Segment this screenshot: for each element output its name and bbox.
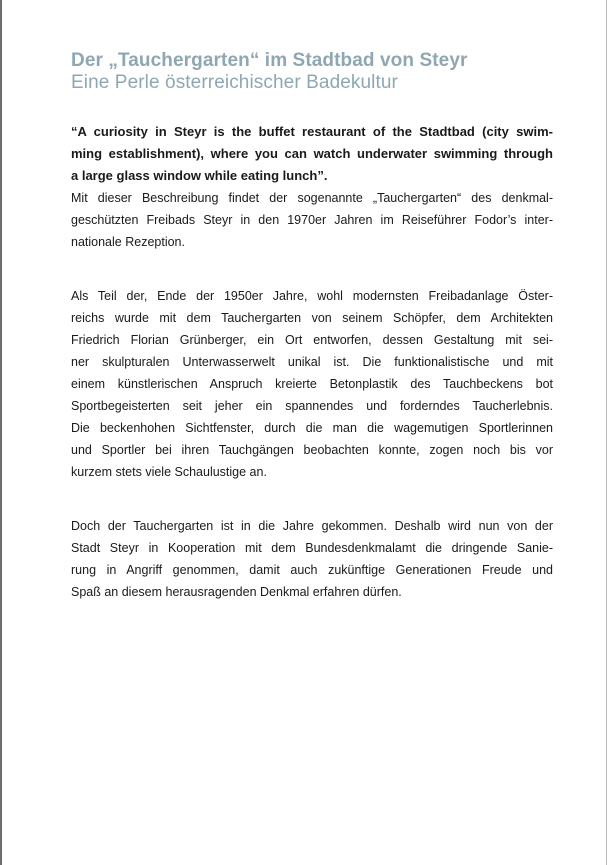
paragraph-line: kurzem stets viele Schaulustige an. — [71, 465, 267, 479]
document-heading — [71, 50, 571, 94]
paragraph-line: ner skulpturalen Unterwasserwelt unikal ist. Die funktionalistische und mit — [71, 355, 553, 369]
paragraph-renovation — [71, 515, 553, 603]
paragraph-line: Stadt Steyr in Kooperation mit dem Bundesdenkmalamt die dringende Sanie- — [71, 541, 553, 555]
paragraph-intro — [71, 187, 553, 253]
paragraph-line: Mit dieser Beschreibung findet der sogenannte „Tauchergarten“ des denkmal- — [71, 191, 553, 205]
paragraph-line: nationale Rezeption. — [71, 235, 185, 249]
paragraph-line: Sportbegeisterten seit jeher ein spannendes und forderndes Taucherlebnis. — [71, 399, 553, 413]
paragraph-line: einem künstlerischen Anspruch kreierte Betonplastik des Tauchbeckens bot — [71, 377, 553, 391]
paragraph-line: Doch der Tauchergarten ist in die Jahre gekommen. Deshalb wird nun von der — [71, 519, 553, 533]
paragraph-line: reichs wurde mit dem Tauchergarten von seinem Schöpfer, dem Architekten — [71, 311, 553, 325]
paragraph-line: geschützten Freibads Steyr in den 1970er Jahren im Reiseführer Fodor’s inter- — [71, 213, 553, 227]
paragraph-line: Die beckenhohen Sichtfenster, durch die man die wagemutigen Sportlerinnen — [71, 421, 553, 435]
page-left-edge — [0, 0, 2, 865]
paragraph-history — [71, 285, 553, 483]
page-title: Der „Tauchergarten“ im Stadtbad von Steyr — [71, 50, 468, 71]
paragraph-line: rung in Angriff genommen, damit auch zukünftige Generationen Freude und — [71, 563, 553, 577]
paragraph-line: Als Teil der, Ende der 1950er Jahre, wohl modernsten Freibadanlage Öster- — [71, 289, 553, 303]
quote-line: “A curiosity in Steyr is the buffet restaurant of the Stadtbad (city swim- — [71, 124, 553, 139]
page-subtitle: Eine Perle österreichischer Badekultur — [71, 72, 398, 93]
quote-line: ming establishment), where you can watch underwater swimming through — [71, 146, 553, 161]
paragraph-line: Spaß an diesem herausragenden Denkmal erfahren dürfen. — [71, 585, 402, 599]
quote-block — [71, 121, 553, 187]
page-right-edge — [606, 0, 607, 865]
quote-line: a large glass window while eating lunch”. — [71, 168, 328, 183]
paragraph-line: und Sportler bei ihren Tauchgängen beobachten konnte, zogen noch bis vor — [71, 443, 553, 457]
paragraph-line: Friedrich Florian Grünberger, ein Ort entworfen, dessen Gestaltung mit sei- — [71, 333, 553, 347]
